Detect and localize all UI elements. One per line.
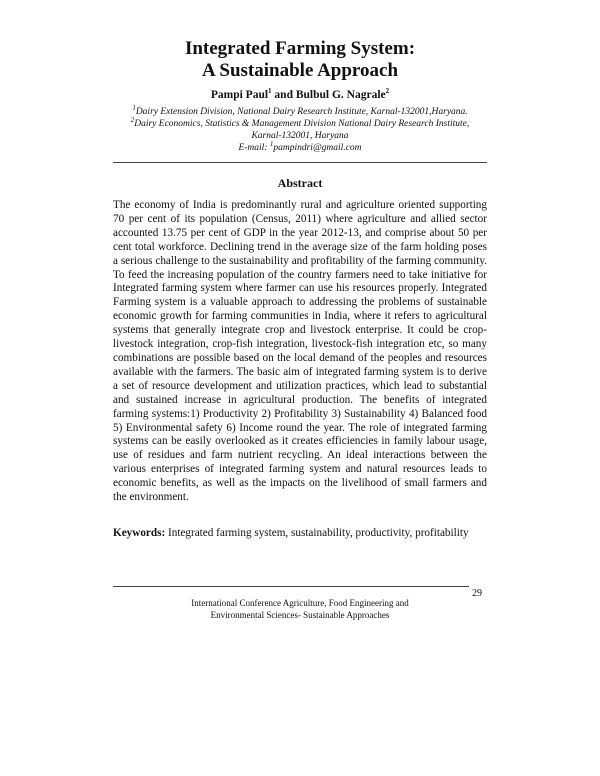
- keywords: [113, 526, 487, 540]
- affiliation-2-text: Dairy Economics, Statistics & Management Division National Dairy Research Institute,: [134, 119, 470, 129]
- footer: [113, 597, 487, 621]
- author-2: Bulbul G. Nagrale: [295, 89, 386, 101]
- page-number: 29: [472, 588, 482, 599]
- affiliation-1-sup: 1: [132, 103, 136, 112]
- paper-title: [0, 38, 600, 82]
- abstract-heading: Abstract: [277, 176, 323, 190]
- authors: [0, 89, 600, 101]
- author-1: Pampi Paul: [210, 89, 269, 101]
- email-address[interactable]: pampindri@gmail.com: [273, 143, 362, 153]
- abstract-text: The economy of India is predominantly rural and agriculture oriented supporting 70 per cent of its population (Census, 2011) where agriculture and allied sector accounted 13.75 per cent of GDP in the year 2012-13, and comprise about 50 per cent total workforce. Declining trend in the average size of the farm holding poses a serious challenge to the sustainability and profitability of the farming community. To feed the increasing population of the country farmers need to take initiative for Integrated farming system where farmer can use his resources properly. Integrated Farming system is a valuable approach to addressing the problems of sustainable economic growth for farming communities in India, where it refers to agricultural systems that generally integrate crop and livestock enterprise. It could be crop-livestock integration, crop-fish integration, livestock-fish integration etc, so many combinations are possible based on the local demand of the peoples and resources available with the farmers. The basic aim of integrated farming system is to derive a set of resource development and utilization practices, which lead to substantial and sustained increase in agricultural production. The benefits of integrated farming systems:1) Productivity 2) Profitability 3) Sustainability 4) Balanced food 5) Environmental safety 6) Income round the year. The role of integrated farming systems can be easily overlooked as it creates efficiencies in family labour usage, use of residues and farm nutrient recycling. An ideal interactions between the various enterprises of integrated farming system and natural resources leads to economic benefits, as well as the impacts on the livelihood of small farmers and the environment.: [113, 199, 487, 504]
- author-2-sup: 2: [385, 87, 390, 96]
- affiliation-2-cont: Karnal-132001, Haryana: [251, 131, 349, 141]
- footer-line-2: Environmental Sciences- Sustainable Approaches: [210, 610, 390, 620]
- footer-divider: [113, 586, 469, 587]
- title-line-2: A Sustainable Approach: [201, 60, 399, 81]
- affiliation-2-sup: 2: [130, 115, 135, 124]
- header-divider: [113, 162, 487, 163]
- affiliation-2: [0, 115, 600, 130]
- email-line: [0, 139, 600, 154]
- footer-line-1: International Conference Agriculture, Food Engineering and: [191, 598, 409, 608]
- affiliation-1-text: Dairy Extension Division, National Dairy Research Institute, Karnal-132001,Haryana.: [135, 107, 468, 117]
- email-sup: 1: [269, 139, 274, 148]
- affiliation-1: [0, 103, 600, 118]
- keywords-text: Integrated farming system, sustainability, productivity, profitability: [165, 527, 469, 539]
- authors-and: and: [271, 89, 296, 101]
- author-1-sup: 1: [268, 87, 272, 96]
- affiliations: [0, 103, 600, 154]
- title-line-1: Integrated Farming System:: [184, 38, 416, 59]
- email-label: E-mail:: [238, 143, 270, 153]
- keywords-label: Keywords:: [113, 527, 166, 539]
